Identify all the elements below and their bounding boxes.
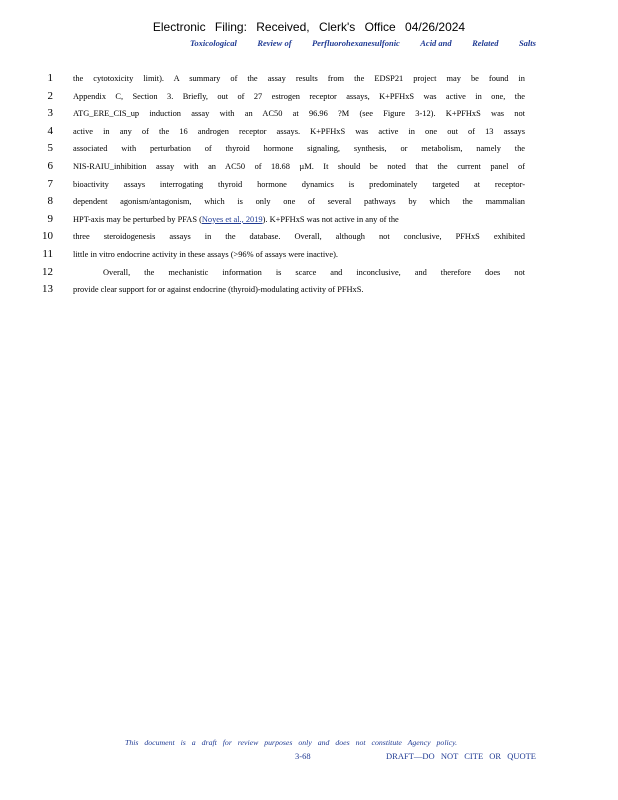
- line-text-segment: three steroidogenesis assays in the database. Overall, although not conclusive, PFHxS exhibited: [73, 232, 525, 242]
- page-number: 3-68: [295, 751, 311, 761]
- text-line: [40, 72, 525, 90]
- text-line: [40, 230, 525, 248]
- line-text: [73, 214, 525, 225]
- line-text: [73, 284, 525, 295]
- line-number: 4: [47, 124, 53, 137]
- line-text: [73, 231, 525, 242]
- text-line: [40, 283, 525, 301]
- line-text-segment: active in any of the 16 androgen receptor assays. K+PFHxS was active in one out of 13 assays: [73, 126, 525, 136]
- text-line: [40, 213, 525, 231]
- footer-disclaimer: This document is a draft for review purposes only and does not constitute Agency policy.: [125, 738, 458, 747]
- text-line: [40, 195, 525, 213]
- running-title-word: Acid and: [420, 38, 452, 48]
- line-text-segment: little in vitro endocrine activity in these assays (>96% of assays were inactive).: [73, 249, 338, 259]
- line-number: 2: [47, 89, 53, 102]
- running-title-word: Review of: [257, 38, 292, 48]
- line-text-segment: dependent agonism/antagonism, which is only one of several pathways by which the mammalian: [73, 197, 525, 207]
- line-text: [73, 196, 525, 207]
- line-number: 8: [47, 195, 53, 208]
- line-text-segment: provide clear support for or against endocrine (thyroid)-modulating activity of PFHxS.: [73, 285, 364, 295]
- text-line: [40, 125, 525, 143]
- line-text: [73, 91, 525, 102]
- text-line: [40, 90, 525, 108]
- line-text-segment: HPT-axis may be perturbed by PFAS (: [73, 214, 202, 224]
- line-number: 13: [42, 283, 53, 296]
- line-number: 3: [47, 107, 53, 120]
- line-text: [73, 161, 525, 172]
- line-text-segment: ). K+PFHxS was not active in any of the: [262, 214, 399, 224]
- text-line: [40, 248, 525, 266]
- running-title-word: Salts: [518, 38, 536, 48]
- line-number: 10: [42, 230, 53, 243]
- text-line: [40, 142, 525, 160]
- running-title-word: Perfluorohexanesulfonic: [311, 38, 400, 48]
- line-text-segment: Overall, the mechanistic information is scarce and inconclusive, and therefore does not: [103, 267, 525, 277]
- line-number: 5: [47, 142, 53, 155]
- line-text: [73, 143, 525, 154]
- running-title-word: Toxicological: [190, 38, 237, 48]
- line-text: [73, 126, 525, 137]
- line-text-segment: associated with perturbation of thyroid hormone signaling, synthesis, or metabolism, namely the: [73, 144, 525, 154]
- line-text-segment: NIS-RAIU_inhibition assay with an AC50 of 18.68 µM. It should be noted that the current panel of: [73, 161, 525, 171]
- line-number: 11: [42, 247, 53, 260]
- line-text-segment: bioactivity assays interrogating thyroid hormone dynamics is predominately targeted at receptor-: [73, 179, 525, 189]
- line-number: 12: [42, 265, 53, 278]
- text-line: [40, 266, 525, 284]
- filing-stamp: Electronic Filing: Received, Clerk's Office 04/26/2024: [152, 20, 466, 34]
- footer: [0, 751, 618, 763]
- running-title-word: Related: [472, 38, 499, 48]
- line-number: 1: [47, 72, 53, 84]
- line-text-segment: the cytotoxicity limit). A summary of the assay results from the EDSP21 project may be found in: [73, 74, 525, 83]
- line-text: [73, 267, 525, 278]
- line-text: [73, 73, 525, 84]
- line-number: 6: [47, 159, 53, 172]
- body-text: [40, 72, 525, 301]
- text-line: [40, 178, 525, 196]
- line-number: 9: [47, 212, 53, 225]
- citation-link[interactable]: Noyes et al., 2019: [201, 214, 263, 224]
- running-title: [190, 38, 536, 48]
- line-number: 7: [47, 177, 53, 190]
- line-text: [73, 249, 525, 260]
- draft-notice: DRAFT—DO NOT CITE OR QUOTE: [386, 751, 536, 761]
- line-text: [73, 179, 525, 190]
- line-text: [73, 108, 525, 119]
- text-line: [40, 107, 525, 125]
- line-text-segment: ATG_ERE_CIS_up induction assay with an AC50 at 96.96 ?M (see Figure 3-12). K+PFHxS was not: [73, 109, 525, 119]
- text-line: [40, 160, 525, 178]
- line-text-segment: Appendix C, Section 3. Briefly, out of 27 estrogen receptor assays, K+PFHxS was active in one, the: [73, 91, 525, 101]
